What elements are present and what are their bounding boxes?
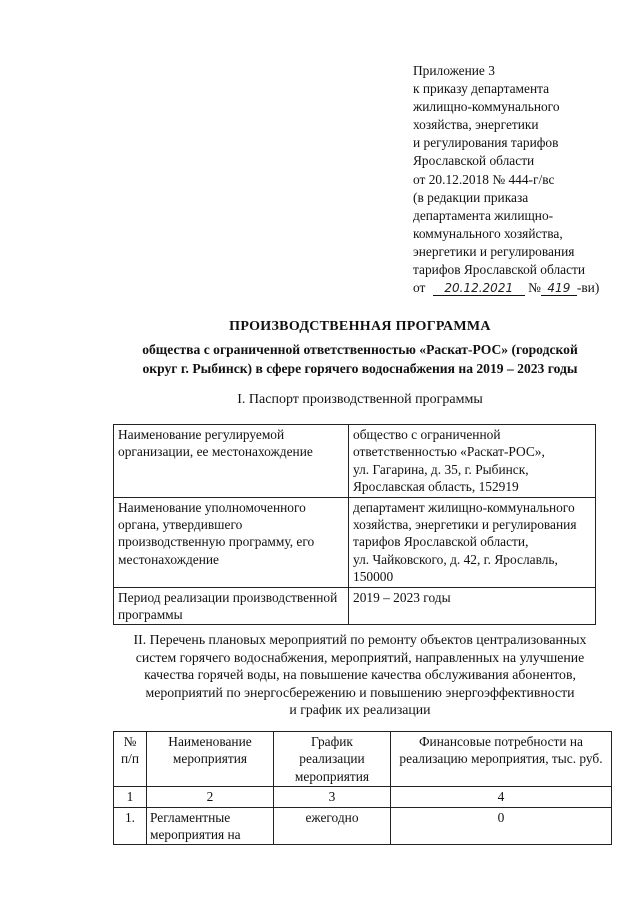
heading-line: и график их реализации <box>289 702 431 718</box>
value-line: 150000 <box>353 569 394 585</box>
table-row <box>114 807 612 845</box>
subtitle-line: общества с ограниченной ответственностью «Раскат-РОС» (городской <box>142 342 578 357</box>
heading-line: II. Перечень плановых мероприятий по ремонту объектов централизованных <box>133 632 587 647</box>
column-number: 1 <box>114 787 147 807</box>
approval-line: Приложение 3 <box>413 63 495 78</box>
row-number: 1. <box>114 807 147 845</box>
approval-line: департамента жилищно- <box>413 207 554 223</box>
table-row <box>114 425 596 498</box>
value-line: 2019 – 2023 годы <box>353 589 451 605</box>
subtitle-line: округ г. Рыбинск) в сфере горячего водоснабжения на 2019 – 2023 годы <box>142 361 578 376</box>
section-1-heading: I. Паспорт производственной программы <box>237 392 483 407</box>
value-line: хозяйства, энергетики и регулирования <box>353 517 577 533</box>
passport-label: Наименование регулируемой организации, ее местонахождение <box>114 425 349 498</box>
approval-last-line <box>413 279 613 297</box>
measure-cost: 0 <box>391 807 612 845</box>
number-suffix: -ви) <box>576 280 600 296</box>
heading-line: качества горячей воды, на повышение качества обслуживания абонентов, <box>144 667 576 683</box>
value-line: ул. Гагарина, д. 35, г. Рыбинск, <box>353 461 529 477</box>
document-title: ПРОИЗВОДСТВЕННАЯ ПРОГРАММА <box>229 319 491 334</box>
approval-line: хозяйства, энергетики <box>413 117 539 133</box>
approval-line: энергетики и регулирования <box>413 243 575 259</box>
passport-label: Период реализации производственной программы <box>114 587 349 625</box>
measures-table <box>113 731 612 845</box>
value-line: ул. Чайковского, д. 42, г. Ярославль, <box>353 551 558 567</box>
section-2-heading <box>100 631 620 719</box>
approval-line: и регулирования тарифов <box>413 135 559 151</box>
date-prefix: от <box>413 280 426 296</box>
table-row <box>114 497 596 587</box>
handwritten-date: 20.12.2021 <box>433 281 525 296</box>
approval-block <box>413 62 613 297</box>
table-row <box>114 587 596 625</box>
approval-line: от 20.12.2018 № 444-г/вс <box>413 171 555 187</box>
passport-label: Наименование уполномоченного органа, утвердившего производственную программу, его местонахождение <box>114 497 349 587</box>
value-line: ответственностью «Раскат-РОС», <box>353 444 545 460</box>
measure-schedule: ежегодно <box>274 807 391 845</box>
passport-table <box>113 424 596 625</box>
passport-value <box>349 425 596 498</box>
document-subtitle <box>60 340 640 378</box>
passport-value <box>349 497 596 587</box>
heading-line: мероприятий по энергосбережению и повышению энергоэффективности <box>145 684 575 700</box>
column-header: № п/п <box>114 732 147 787</box>
approval-line: к приказу департамента <box>413 81 550 97</box>
column-number: 3 <box>274 787 391 807</box>
value-line: Ярославская область, 152919 <box>353 479 519 495</box>
column-header: Финансовые потребности на реализацию мероприятия, тыс. руб. <box>391 732 612 787</box>
measure-name: Регламентные мероприятия на <box>147 807 274 845</box>
approval-line: тарифов Ярославской области <box>413 262 586 278</box>
approval-line: жилищно-коммунального <box>413 99 560 115</box>
column-number: 4 <box>391 787 612 807</box>
column-header: График реализации мероприятия <box>274 732 391 787</box>
number-prefix: № <box>528 280 541 296</box>
approval-line: (в редакции приказа <box>413 189 529 205</box>
value-line: общество с ограниченной <box>353 427 501 442</box>
value-line: тарифов Ярославской области, <box>353 534 529 550</box>
heading-line: систем горячего водоснабжения, мероприятий, направленных на улучшение <box>135 649 585 665</box>
table-header-row <box>114 732 612 787</box>
approval-line: коммунального хозяйства, <box>413 225 563 241</box>
approval-line: Ярославской области <box>413 153 535 169</box>
passport-value <box>349 587 596 625</box>
column-number-row <box>114 787 612 807</box>
value-line: департамент жилищно-коммунального <box>353 499 575 515</box>
column-header: Наименование мероприятия <box>147 732 274 787</box>
handwritten-number: 419 <box>541 281 577 296</box>
column-number: 2 <box>147 787 274 807</box>
